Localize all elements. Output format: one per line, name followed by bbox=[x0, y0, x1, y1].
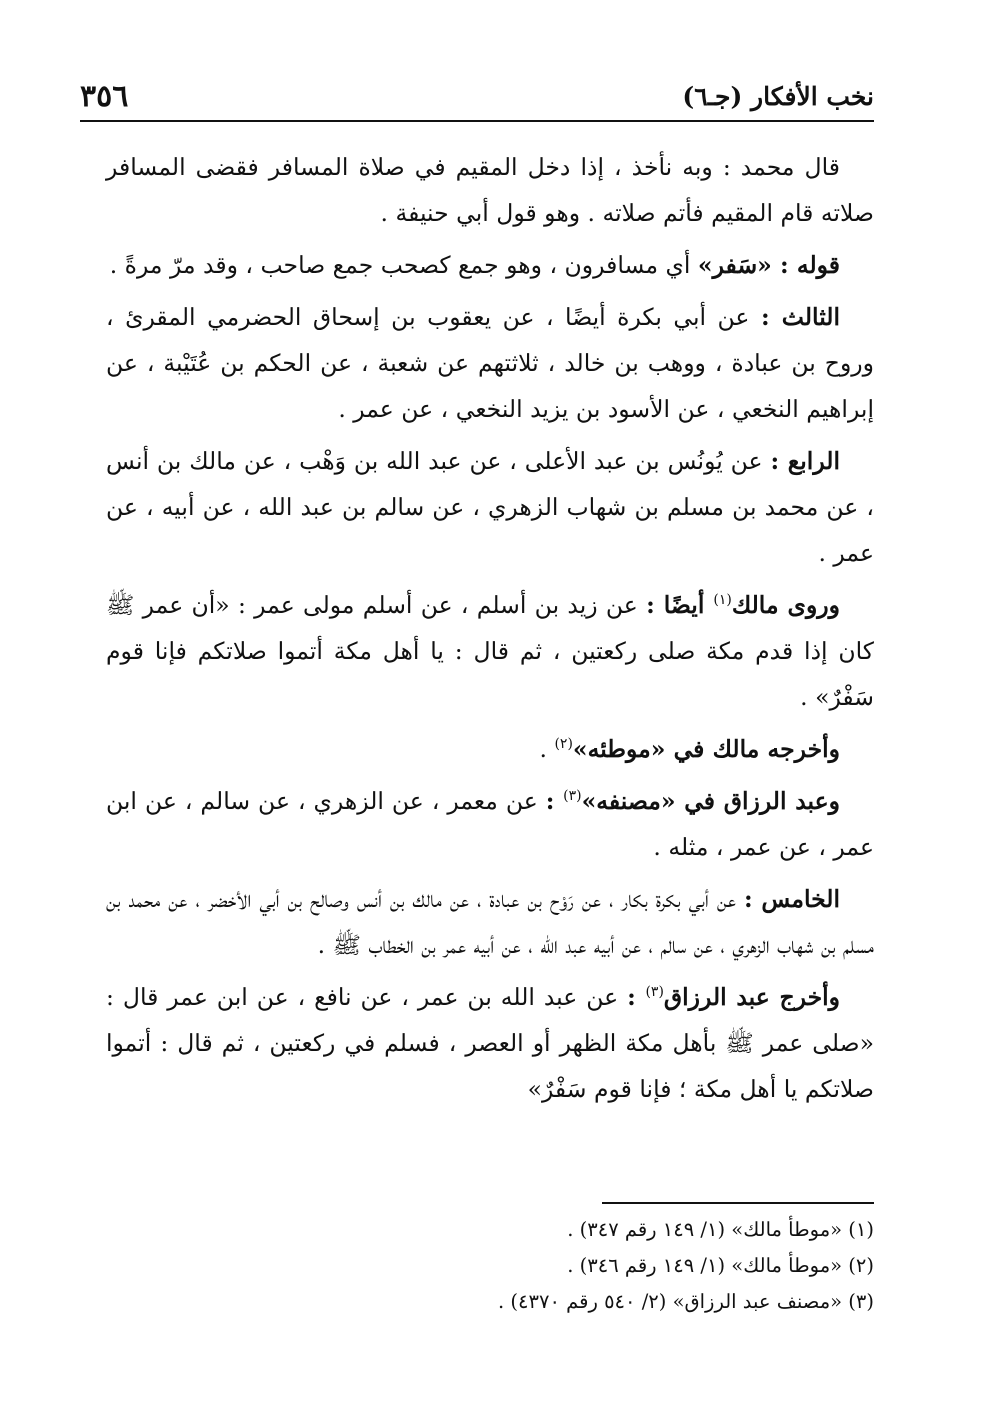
paragraph bbox=[106, 438, 874, 576]
page-number: ٣٥٦ bbox=[80, 78, 129, 114]
paragraph bbox=[106, 974, 874, 1112]
running-header bbox=[80, 72, 874, 122]
paragraph-lead-cont: أيضًا : bbox=[646, 591, 714, 619]
paragraph-lead: قوله : «سَفر» bbox=[697, 251, 840, 279]
paragraph-lead-cont: : bbox=[545, 787, 564, 815]
footnote-ref[interactable]: (١) bbox=[713, 592, 732, 609]
paragraph bbox=[106, 144, 874, 236]
paragraph bbox=[106, 726, 874, 772]
paragraph-lead: وعبد الرزاق في «مصنفه» bbox=[581, 787, 840, 815]
footnote-ref[interactable]: (٣) bbox=[563, 788, 582, 805]
paragraph-lead: الثالث : bbox=[760, 303, 840, 331]
paragraph bbox=[106, 876, 874, 968]
footnote-item: (١) «موطأ مالك» (١/ ١٤٩ رقم ٣٤٧) . bbox=[567, 1218, 874, 1241]
paragraph-text: عن معمر ، عن الزهري ، عن سالم ، عن ابن عمر ، عن عمر ، مثله . bbox=[106, 787, 874, 861]
paragraph-text: قال محمد : وبه نأخذ ، إذا دخل المقيم في صلاة المسافر فقضى المسافر صلاته قام المقيم فأتم صلاته . وهو قول أبي حنيفة . bbox=[106, 153, 874, 227]
footnote-item: (٣) «مصنف عبد الرزاق» (٢/ ٥٤٠ رقم ٤٣٧٠) . bbox=[498, 1290, 874, 1313]
paragraph bbox=[106, 778, 874, 870]
main-text bbox=[106, 144, 874, 1118]
book-title: نخب الأفكار (جـ٦) bbox=[682, 81, 874, 111]
paragraph-lead: وروى مالك bbox=[731, 591, 840, 619]
footnote-ref[interactable]: (٢) bbox=[554, 736, 573, 753]
paragraph-text: عن أبي بكرة بكار ، عن رَوْح بن عبادة ، عن مالك بن أنس وصالح بن أبي الأخضر ، عن محمد بن مسلم بن شهاب الزهري ، عن سالم ، عن أبيه عبد الله ، عن أبيه عمر بن الخطاب ﷺ . bbox=[106, 885, 874, 959]
paragraph-lead: وأخرجه مالك في «موطئه» bbox=[572, 735, 840, 763]
paragraph-lead: وأخرج عبد الرزاق bbox=[663, 983, 840, 1011]
footnote-divider bbox=[602, 1202, 874, 1204]
paragraph bbox=[106, 294, 874, 432]
paragraph-text: عن عبد الله بن عمر ، عن نافع ، عن ابن عمر قال : «صلى عمر ﷺ بأهل مكة الظهر أو العصر ، فسلم في ركعتين ، ثم قال : أتموا صلاتكم يا أهل مكة ؛ فإنا قوم سَفْرٌ» bbox=[106, 983, 874, 1103]
paragraph bbox=[106, 582, 874, 720]
paragraph-text: أي مسافرون ، وهو جمع كصحب جمع صاحب ، وقد مرّ مرةً . bbox=[109, 251, 698, 279]
paragraph bbox=[106, 242, 874, 288]
paragraph-lead-cont: : bbox=[627, 983, 646, 1011]
paragraph-text: . bbox=[539, 735, 555, 763]
paragraph-lead: الرابع : bbox=[770, 447, 840, 475]
footnote-item: (٢) «موطأ مالك» (١/ ١٤٩ رقم ٣٤٦) . bbox=[567, 1254, 874, 1277]
paragraph-text: عن زيد بن أسلم ، عن أسلم مولى عمر : «أن عمر ﷺ كان إذا قدم مكة صلى ركعتين ، ثم قال : يا أهل مكة أتموا صلاتكم فإنا قوم سَفْرٌ» . bbox=[106, 591, 874, 711]
paragraph-text: عن أبي بكرة أيضًا ، عن يعقوب بن إسحاق الحضرمي المقرئ ، وروح بن عبادة ، ووهب بن خالد ، ثلاثتهم عن شعبة ، عن الحكم بن عُتَيْبة ، عن إبراهيم النخعي ، عن الأسود بن يزيد النخعي ، عن عمر . bbox=[106, 303, 874, 423]
footnote-ref[interactable]: (٣) bbox=[645, 984, 664, 1001]
paragraph-text: عن يُونُس بن عبد الأعلى ، عن عبد الله بن وَهْب ، عن مالك بن أنس ، عن محمد بن مسلم بن شهاب الزهري ، عن سالم بن عبد الله ، عن أبيه ، عن عمر . bbox=[106, 447, 874, 567]
footnotes bbox=[106, 1212, 874, 1320]
paragraph-lead: الخامس : bbox=[744, 885, 840, 913]
